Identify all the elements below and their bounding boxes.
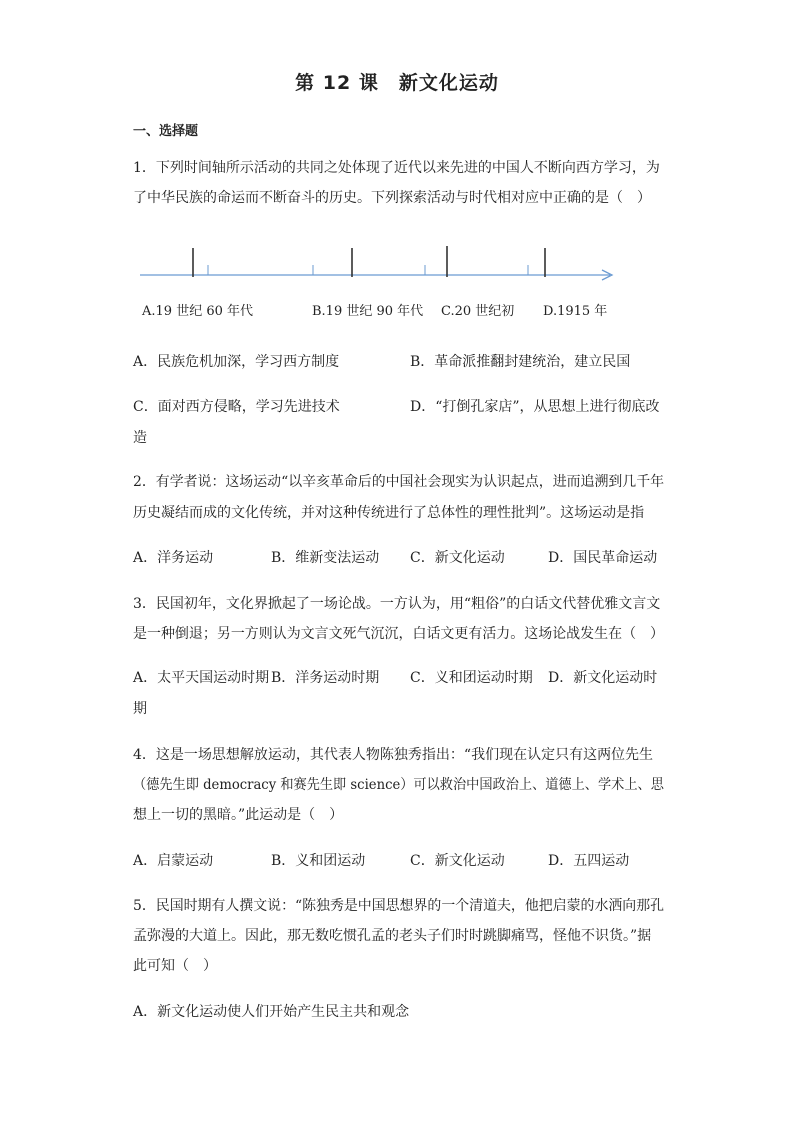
q2-option-d[interactable]: D．国民革命运动: [548, 550, 658, 566]
q2-line1: 2．有学者说：这场运动“以辛亥革命后的中国社会现实为认识起点，进而追溯到几千年: [133, 474, 665, 490]
q4-option-c[interactable]: C．新文化运动: [410, 853, 505, 869]
q3-option-d[interactable]: D．新文化运动时: [548, 670, 658, 686]
q3-option-d-continued: 期: [133, 701, 147, 717]
q1-line1: 1．下列时间轴所示活动的共同之处体现了近代以来先进的中国人不断向西方学习，为: [133, 160, 660, 176]
section-heading: 一、选择题: [133, 124, 199, 139]
q4-line1: 4．这是一场思想解放运动，其代表人物陈独秀指出：“我们现在认定只有这两位先生: [133, 747, 654, 763]
q2-line2: 历史凝结而成的文化传统，并对这种传统进行了总体性的理性批判”。这场运动是指: [133, 505, 645, 521]
q1-option-b[interactable]: B．革命派推翻封建统治，建立民国: [410, 354, 631, 370]
q1-line2: 了中华民族的命运而不断奋斗的历史。下列探索活动与时代相对应中正确的是（ ）: [133, 190, 651, 206]
q5-line3: 此可知（ ）: [133, 958, 217, 974]
q3-option-b[interactable]: B．洋务运动时期: [271, 670, 380, 686]
timeline-label-c: C.20 世纪初: [441, 304, 515, 319]
q1-option-c[interactable]: C．面对西方侵略，学习先进技术: [133, 399, 340, 415]
q4-option-d[interactable]: D．五四运动: [548, 853, 630, 869]
q2-option-b[interactable]: B．维新变法运动: [271, 550, 380, 566]
q3-option-a[interactable]: A．太平天国运动时期: [133, 670, 270, 686]
q3-line2: 是一种倒退；另一方则认为文言文死气沉沉，白话文更有活力。这场论战发生在（ ）: [133, 626, 664, 642]
q4-line2: （德先生即 democracy 和赛先生即 science）可以救治中国政治上、道德上、学术上、思: [133, 777, 664, 793]
q2-option-c[interactable]: C．新文化运动: [410, 550, 505, 566]
q1-option-a[interactable]: A．民族危机加深，学习西方制度: [133, 354, 340, 370]
q5-option-a[interactable]: A．新文化运动使人们开始产生民主共和观念: [133, 1004, 410, 1020]
q4-option-a[interactable]: A．启蒙运动: [133, 853, 214, 869]
q3-option-c[interactable]: C．义和团运动时期: [410, 670, 533, 686]
timeline-label-b: B.19 世纪 90 年代: [312, 304, 424, 319]
timeline-diagram: [140, 240, 620, 290]
timeline-label-a: A.19 世纪 60 年代: [142, 304, 254, 319]
q5-line2: 孟弥漫的大道上。因此，那无数吃惯孔孟的老头子们时时跳脚痛骂，怪他不识货。”据: [133, 928, 652, 944]
q2-option-a[interactable]: A．洋务运动: [133, 550, 214, 566]
q1-option-d-continued: 造: [133, 430, 147, 446]
timeline-label-d: D.1915 年: [543, 304, 608, 319]
q1-option-d[interactable]: D．“打倒孔家店”，从思想上进行彻底改: [410, 399, 660, 415]
q4-line3: 想上一切的黑暗。”此运动是（ ）: [133, 807, 344, 823]
page-title: 第 12 课 新文化运动: [295, 72, 499, 94]
q5-line1: 5．民国时期有人撰文说：“陈独秀是中国思想界的一个清道夫，他把启蒙的水洒向那孔: [133, 898, 665, 914]
q4-option-b[interactable]: B．义和团运动: [271, 853, 366, 869]
q3-line1: 3．民国初年，文化界掀起了一场论战。一方认为，用“粗俗”的白话文代替优雅文言文: [133, 596, 661, 612]
